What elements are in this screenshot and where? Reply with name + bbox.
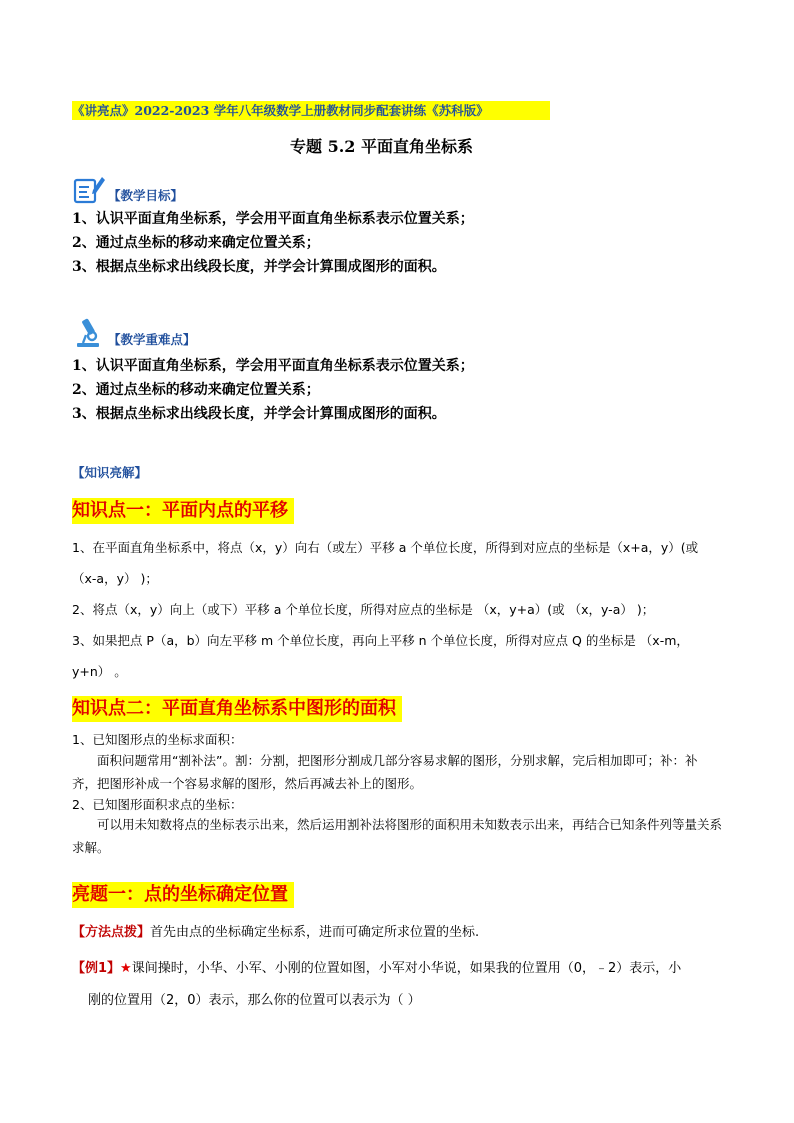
kp2-paragraph: 可以用未知数将点的坐标表示出来，然后运用割补法将图形的面积用未知数表示出来，再结合已知条件列等量关系求解。 bbox=[72, 817, 723, 855]
header-banner: 《讲亮点》2022-2023 学年八年级数学上册教材同步配套讲练《苏科版》 bbox=[72, 101, 550, 120]
kp1-paragraph: 3、如果把点 P（a，b）向左平移 m 个单位长度，再向上平移 n 个单位长度，所得对应点 Q 的坐标是 （x-m，y+n） 。 bbox=[72, 633, 689, 679]
kp2-paragraph: 2、已知图形面积求点的坐标： bbox=[72, 797, 243, 812]
star-icon: ★ bbox=[120, 961, 132, 976]
goals-item: 2、通过点坐标的移动来确定位置关系； bbox=[72, 235, 320, 251]
key-points-item: 2、通过点坐标的移动来确定位置关系； bbox=[72, 382, 320, 398]
goals-item: 1、认识平面直角坐标系，学会用平面直角坐标系表示位置关系； bbox=[72, 211, 474, 227]
key-points-item: 3、根据点坐标求出线段长度，并学会计算围成图形的面积。 bbox=[72, 406, 446, 422]
kp2-paragraph: 1、已知图形点的坐标求面积： bbox=[72, 732, 243, 747]
microscope-icon bbox=[72, 316, 106, 350]
page-title: 专题 5.2 平面直角坐标系 bbox=[290, 137, 473, 156]
example-tag: 【例1】 bbox=[72, 961, 121, 976]
key-points-item: 1、认识平面直角坐标系，学会用平面直角坐标系表示位置关系； bbox=[72, 358, 474, 374]
knowledge-label: 【知识亮解】 bbox=[72, 465, 148, 480]
goals-item: 3、根据点坐标求出线段长度，并学会计算围成图形的面积。 bbox=[72, 259, 446, 275]
kp1-paragraph: 1、在平面直角坐标系中，将点（x，y）向右（或左）平移 a 个单位长度，所得到对应点的坐标是（x+a，y）(或（x-a，y） )； bbox=[72, 540, 699, 586]
example-1 bbox=[72, 953, 732, 1017]
kp1-paragraph: 2、将点（x，y）向上（或下）平移 a 个单位长度，所得对应点的坐标是 （x，y+a）(或 （x，y-a） )； bbox=[72, 602, 655, 617]
example-text-continued: 刚的位置用（2，0）表示，那么你的位置可以表示为（ ） bbox=[88, 993, 421, 1008]
method-tag: 【方法点拨】 bbox=[72, 925, 151, 940]
example-text: 课间操时，小华、小军、小刚的位置如图，小军对小华说，如果我的位置用（0，﹣2）表示，小 bbox=[131, 961, 682, 976]
kp2-paragraph: 面积问题常用“割补法”。割：分割，把图形分割成几部分容易求解的图形，分别求解，完后相加即可；补：补齐，把图形补成一个容易求解的图形，然后再减去补上的图形。 bbox=[72, 753, 698, 791]
key-points-list bbox=[72, 354, 474, 426]
key-points-label: 【教学重难点】 bbox=[108, 332, 196, 347]
goals-label: 【教学目标】 bbox=[108, 188, 184, 203]
notepad-pencil-icon bbox=[72, 172, 106, 206]
method-tip bbox=[72, 921, 732, 940]
kp2-heading: 知识点二：平面直角坐标系中图形的面积 bbox=[72, 696, 402, 722]
method-text: 首先由点的坐标确定坐标系，进而可确定所求位置的坐标. bbox=[150, 925, 480, 940]
kp1-heading: 知识点一：平面内点的平移 bbox=[72, 498, 294, 524]
goals-list bbox=[72, 207, 474, 279]
topic1-heading: 亮题一：点的坐标确定位置 bbox=[72, 882, 294, 908]
